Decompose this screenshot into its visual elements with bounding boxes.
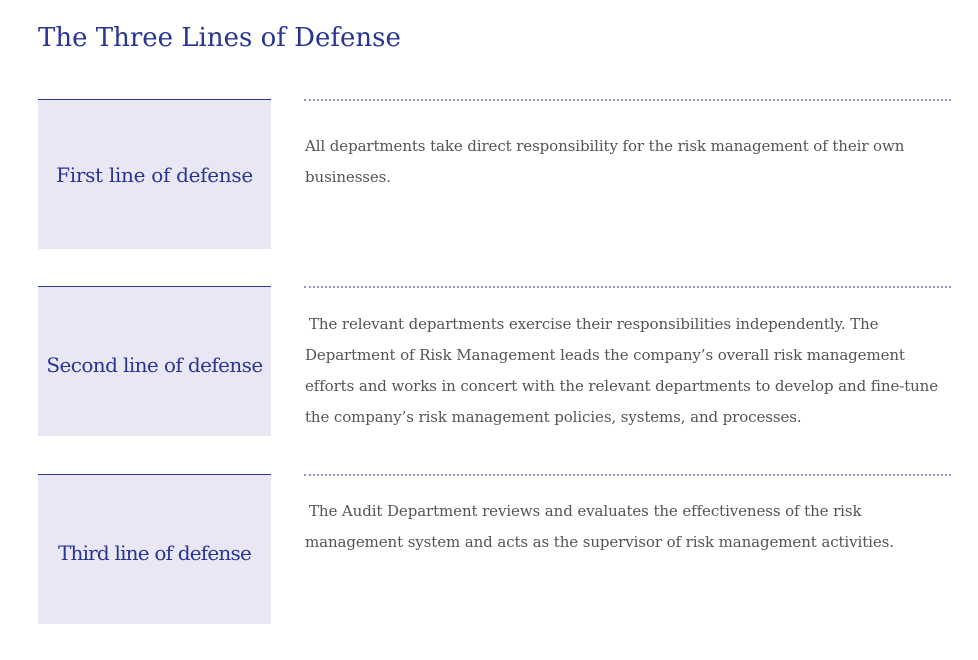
line-label-box	[38, 99, 271, 249]
line-description: All departments take direct responsibility for the risk management of their own businesses.	[305, 137, 905, 186]
dotted-divider	[304, 286, 951, 288]
dotted-divider	[304, 474, 951, 476]
line-label-box	[38, 474, 271, 624]
line-description: The relevant departments exercise their responsibilities independently. The Department of Risk Management leads the company’s overall risk management efforts and works in concert with the relevant departments to develop and fine-tune the company’s risk management policies, systems, and processes.	[305, 315, 939, 426]
line-label: Third line of defense	[57, 540, 252, 565]
dotted-divider	[304, 99, 951, 101]
line-label: Second line of defense	[46, 352, 263, 377]
page-title: The Three Lines of Defense	[38, 23, 401, 53]
line-description: The Audit Department reviews and evaluates the effectiveness of the risk management system and acts as the supervisor of risk management activities.	[305, 502, 894, 551]
line-label: First line of defense	[56, 162, 253, 187]
line-label-box	[38, 286, 271, 436]
